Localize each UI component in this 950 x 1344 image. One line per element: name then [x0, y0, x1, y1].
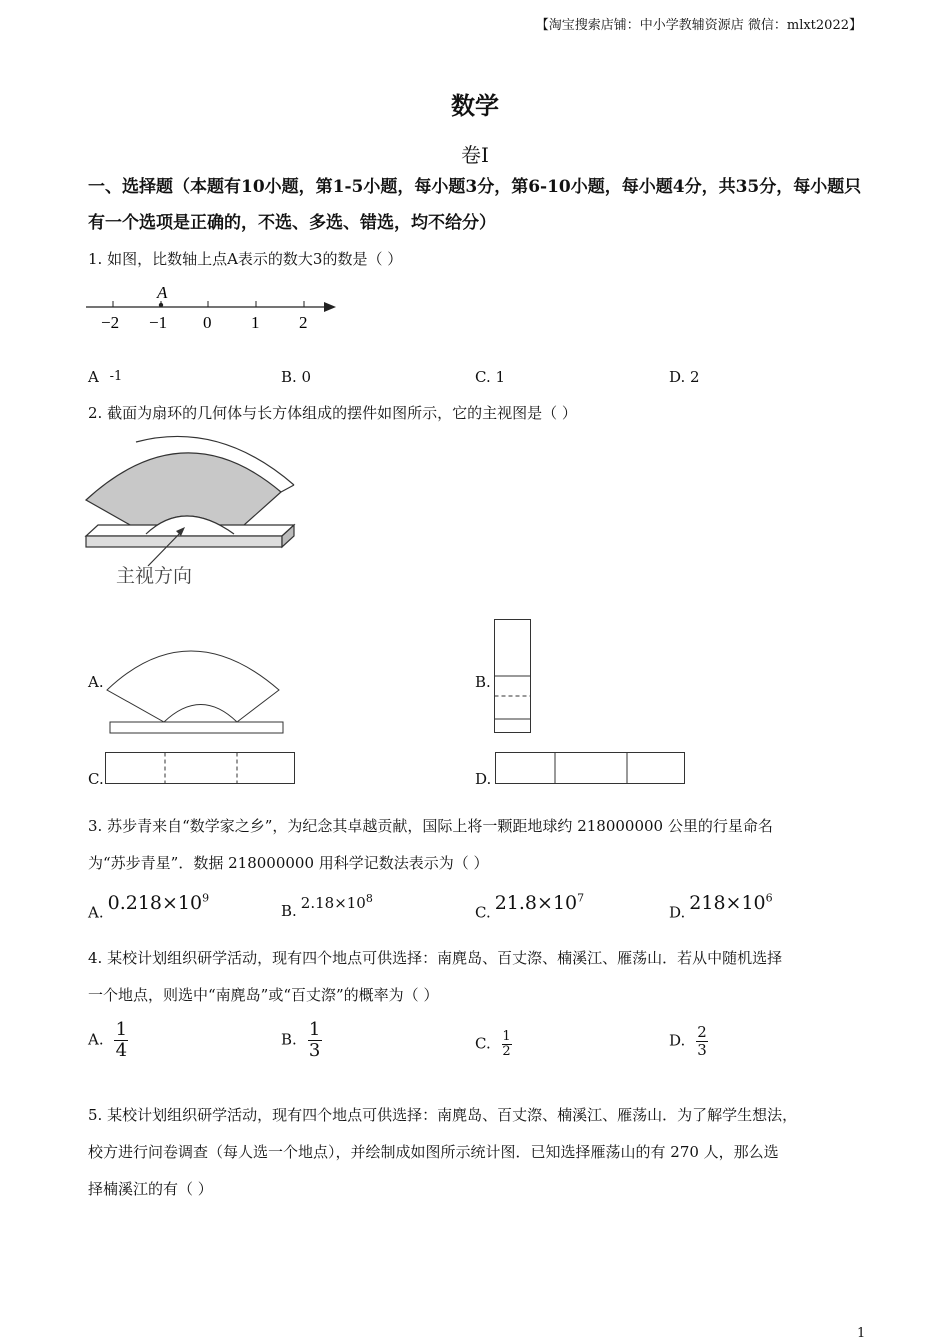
question-1-stem: 1. 如图，比数轴上点A表示的数大3的数是（ ）	[88, 250, 403, 268]
question-3-stem-line1: 3. 苏步青来自“数学家之乡”，为纪念其卓越贡献，国际上将一颗距地球约 218000000 公里的行星命名	[88, 817, 773, 835]
paper-subtitle: 卷Ⅰ	[461, 143, 489, 167]
page-title: 数学	[451, 91, 499, 120]
fraction-numerator: 2	[697, 1023, 707, 1041]
sci-base: 21.8×10	[494, 892, 578, 915]
section-heading: 一、选择题（本题有10小题，第1-5小题，每小题3分，第6-10小题，每小题4分，共35分，每小题只有一个选项是正确的，不选、多选、错选，均不给分）	[88, 177, 862, 233]
q2-option-b-figure	[493, 618, 533, 736]
option-label: D.	[669, 1031, 686, 1050]
option-label: B.	[281, 902, 297, 920]
option-label: B.	[281, 1030, 297, 1049]
q3-option-b[interactable]	[281, 892, 373, 920]
option-label: A.	[88, 903, 104, 922]
option-a-label: A	[88, 368, 99, 386]
q3-option-d[interactable]	[669, 892, 773, 922]
q2-option-d-figure	[494, 751, 688, 786]
tick-label: 1	[251, 313, 260, 332]
view-direction-label: 主视方向	[116, 566, 193, 587]
sci-base: 0.218×10	[107, 892, 203, 915]
fraction-denominator: 3	[308, 1040, 321, 1061]
fraction-denominator: 3	[697, 1041, 707, 1059]
tick-label: −1	[149, 313, 168, 332]
fraction-numerator: 1	[308, 1019, 321, 1040]
option-label: C.	[475, 1034, 491, 1053]
option-label: D.	[669, 903, 686, 922]
point-a-label: A	[157, 283, 168, 302]
q1-option-a[interactable]	[88, 368, 122, 386]
question-5-stem-line1: 5. 某校计划组织研学活动，现有四个地点可供选择：南麂岛、百丈漈、楠溪江、雁荡山．为了解学生想法，	[88, 1106, 798, 1124]
tick-label: −2	[101, 313, 120, 332]
question-5-stem-line2: 校方进行问卷调查（每人选一个地点），并绘制成如图所示统计图．已知选择雁荡山的有 270 人，那么选	[88, 1143, 779, 1161]
q4-option-b[interactable]	[281, 1020, 322, 1061]
q3-option-a[interactable]	[88, 892, 210, 922]
sci-base: 218×10	[689, 892, 766, 915]
fraction-denominator: 4	[115, 1040, 128, 1061]
q2-option-c-figure	[104, 751, 298, 786]
sci-exponent: 6	[765, 892, 773, 905]
option-label: C.	[475, 903, 491, 922]
q4-option-d[interactable]	[669, 1024, 708, 1059]
tick-label: 0	[203, 313, 212, 332]
option-a-value: -1	[109, 369, 123, 384]
question-3-stem-line2: 为“苏步青星”．数据 218000000 用科学记数法表示为（ ）	[88, 854, 489, 872]
sci-base: 2.18×10	[300, 894, 366, 912]
q2-option-d[interactable]: D.	[475, 770, 492, 788]
fraction-numerator: 1	[115, 1019, 128, 1040]
fraction-numerator: 1	[502, 1029, 511, 1044]
q4-option-a[interactable]	[88, 1020, 128, 1061]
q4-option-c[interactable]	[475, 1030, 512, 1059]
header-note: 【淘宝搜索店铺：中小学教辅资源店 微信：mlxt2022】	[535, 18, 862, 33]
sci-exponent: 9	[202, 892, 210, 905]
sci-exponent: 8	[365, 892, 373, 905]
q1-option-d[interactable]: D. 2	[669, 368, 700, 386]
fan-ornament-figure	[84, 430, 304, 595]
question-5-stem-line3: 择楠溪江的有（ ）	[88, 1180, 213, 1198]
q2-option-c[interactable]: C.	[88, 770, 104, 788]
sci-exponent: 7	[577, 892, 585, 905]
page-number: 1	[857, 1326, 866, 1341]
q1-option-b[interactable]: B. 0	[281, 368, 312, 386]
question-2-stem: 2. 截面为扇环的几何体与长方体组成的摆件如图所示，它的主视图是（ ）	[88, 404, 577, 422]
fraction-denominator: 2	[502, 1044, 511, 1059]
q2-option-a-figure	[104, 640, 289, 736]
q2-option-a[interactable]: A.	[88, 673, 104, 691]
question-4-stem-line2: 一个地点，则选中“南麂岛”或“百丈漈”的概率为（ ）	[88, 986, 439, 1004]
option-label: A.	[88, 1030, 104, 1049]
tick-label: 2	[299, 313, 308, 332]
q3-option-c[interactable]	[475, 892, 585, 922]
number-line-figure	[84, 280, 344, 335]
q2-option-b[interactable]: B.	[475, 673, 491, 691]
q1-option-c[interactable]: C. 1	[475, 368, 506, 386]
question-4-stem-line1: 4. 某校计划组织研学活动，现有四个地点可供选择：南麂岛、百丈漈、楠溪江、雁荡山．若从中随机选择	[88, 949, 783, 967]
